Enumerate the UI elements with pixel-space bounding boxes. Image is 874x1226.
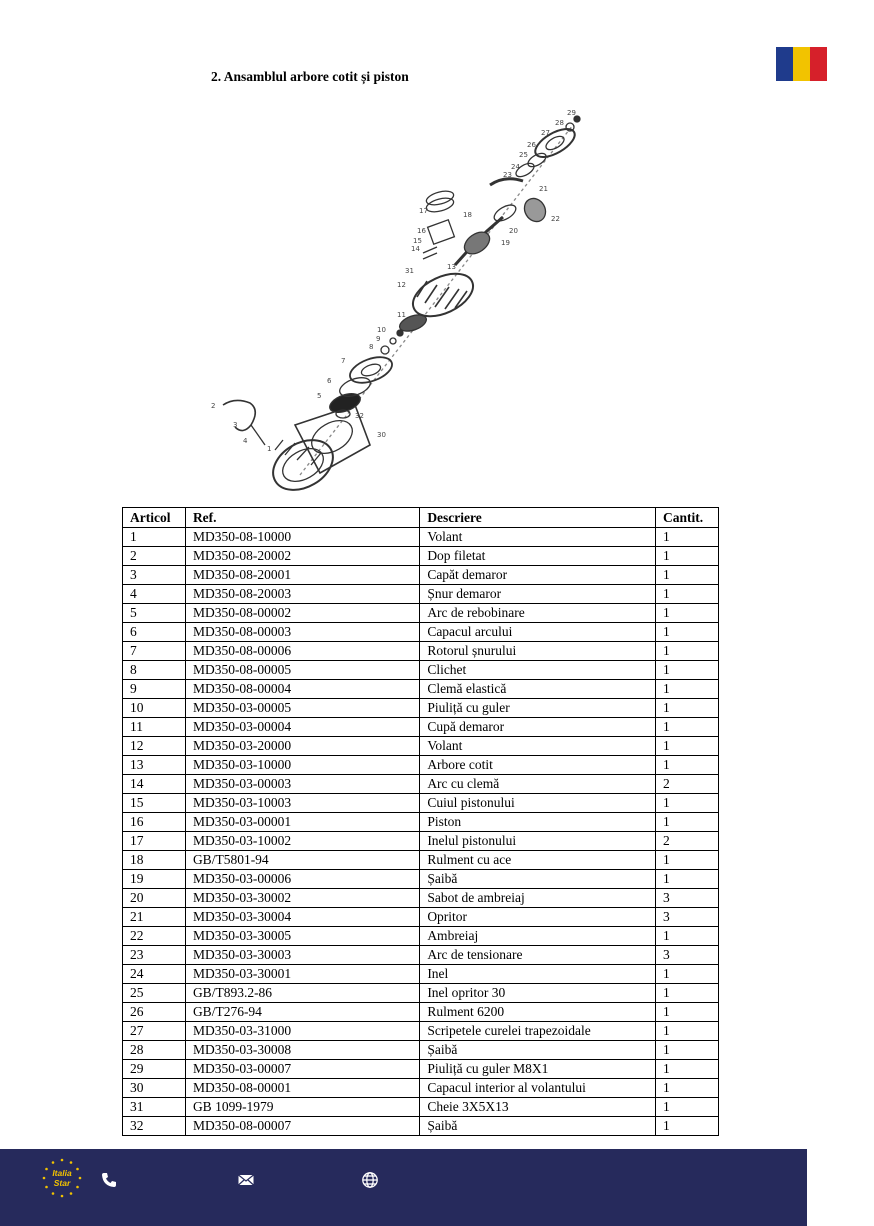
cell-article: 15 <box>123 794 186 813</box>
cell-description: Piuliță cu guler <box>420 699 656 718</box>
column-header-ref: Ref. <box>185 508 419 528</box>
cell-quantity: 1 <box>656 1041 719 1060</box>
cell-description: Arc de rebobinare <box>420 604 656 623</box>
cell-quantity: 3 <box>656 908 719 927</box>
table-row <box>123 528 719 547</box>
diagram-label: 4 <box>243 437 248 445</box>
cell-article: 26 <box>123 1003 186 1022</box>
cell-ref: MD350-08-00004 <box>185 680 419 699</box>
cell-description: Volant <box>420 737 656 756</box>
table-row <box>123 946 719 965</box>
table-row <box>123 547 719 566</box>
cell-article: 19 <box>123 870 186 889</box>
cell-ref: MD350-08-00007 <box>185 1117 419 1136</box>
cell-quantity: 1 <box>656 1079 719 1098</box>
cell-article: 25 <box>123 984 186 1003</box>
cell-description: Cuiul pistonului <box>420 794 656 813</box>
cell-quantity: 3 <box>656 889 719 908</box>
column-header-description: Descriere <box>420 508 656 528</box>
cell-description: Inelul pistonului <box>420 832 656 851</box>
cell-article: 6 <box>123 623 186 642</box>
cell-ref: MD350-03-00005 <box>185 699 419 718</box>
cell-article: 13 <box>123 756 186 775</box>
globe-icon <box>361 1171 379 1189</box>
table-header-row <box>123 508 719 528</box>
cell-description: Piston <box>420 813 656 832</box>
diagram-label: 27 <box>541 129 550 137</box>
cell-ref: MD350-03-20000 <box>185 737 419 756</box>
diagram-label: 22 <box>551 215 560 223</box>
cell-article: 18 <box>123 851 186 870</box>
cell-article: 2 <box>123 547 186 566</box>
cell-ref: MD350-03-30008 <box>185 1041 419 1060</box>
cell-article: 17 <box>123 832 186 851</box>
table-row <box>123 1060 719 1079</box>
table-row <box>123 718 719 737</box>
cell-description: Arbore cotit <box>420 756 656 775</box>
cell-quantity: 1 <box>656 1022 719 1041</box>
cell-description: Capacul arcului <box>420 623 656 642</box>
cell-quantity: 1 <box>656 1060 719 1079</box>
diagram-label: 26 <box>527 141 536 149</box>
mail-icon <box>237 1171 255 1189</box>
table-row <box>123 737 719 756</box>
diagram-label: 23 <box>503 171 512 179</box>
cell-description: Volant <box>420 528 656 547</box>
cell-article: 3 <box>123 566 186 585</box>
cell-quantity: 1 <box>656 794 719 813</box>
cell-article: 1 <box>123 528 186 547</box>
cell-description: Rulment cu ace <box>420 851 656 870</box>
table-row <box>123 889 719 908</box>
cell-article: 30 <box>123 1079 186 1098</box>
cell-ref: MD350-08-20001 <box>185 566 419 585</box>
cell-ref: MD350-03-30001 <box>185 965 419 984</box>
diagram-label: 32 <box>355 412 364 420</box>
table-row <box>123 832 719 851</box>
exploded-parts-diagram <box>205 105 600 500</box>
table-row <box>123 1117 719 1136</box>
diagram-label: 31 <box>405 267 414 275</box>
cell-article: 20 <box>123 889 186 908</box>
table-row <box>123 623 719 642</box>
table-row <box>123 851 719 870</box>
table-row <box>123 604 719 623</box>
column-header-quantity: Cantit. <box>656 508 719 528</box>
diagram-label: 20 <box>509 227 518 235</box>
cell-quantity: 1 <box>656 1098 719 1117</box>
cell-article: 4 <box>123 585 186 604</box>
cell-article: 27 <box>123 1022 186 1041</box>
cell-ref: MD350-03-10003 <box>185 794 419 813</box>
logo-text-star: Star <box>53 1178 71 1188</box>
cell-ref: GB/T5801-94 <box>185 851 419 870</box>
cell-ref: MD350-03-30005 <box>185 927 419 946</box>
cell-description: Capacul interior al volantului <box>420 1079 656 1098</box>
diagram-label: 30 <box>377 431 386 439</box>
cell-description: Capăt demaror <box>420 566 656 585</box>
phone-icon <box>100 1171 118 1189</box>
cell-article: 32 <box>123 1117 186 1136</box>
cell-article: 16 <box>123 813 186 832</box>
cell-description: Clemă elastică <box>420 680 656 699</box>
cell-description: Rotorul șnurului <box>420 642 656 661</box>
cell-ref: MD350-03-30004 <box>185 908 419 927</box>
parts-table <box>122 507 719 1136</box>
diagram-label: 11 <box>397 311 406 319</box>
cell-article: 21 <box>123 908 186 927</box>
cell-ref: MD350-03-10002 <box>185 832 419 851</box>
cell-article: 12 <box>123 737 186 756</box>
cell-article: 10 <box>123 699 186 718</box>
table-row <box>123 642 719 661</box>
cell-article: 22 <box>123 927 186 946</box>
cell-article: 23 <box>123 946 186 965</box>
cell-ref: GB/T893.2-86 <box>185 984 419 1003</box>
diagram-label: 28 <box>555 119 564 127</box>
table-row <box>123 813 719 832</box>
cell-quantity: 3 <box>656 946 719 965</box>
cell-quantity: 1 <box>656 642 719 661</box>
cell-quantity: 2 <box>656 775 719 794</box>
cell-ref: GB/T276-94 <box>185 1003 419 1022</box>
diagram-label: 24 <box>511 163 520 171</box>
cell-description: Dop filetat <box>420 547 656 566</box>
diagram-label: 7 <box>341 357 346 365</box>
footer-bar <box>0 1149 807 1226</box>
cell-description: Opritor <box>420 908 656 927</box>
cell-quantity: 2 <box>656 832 719 851</box>
cell-article: 11 <box>123 718 186 737</box>
diagram-label: 15 <box>413 237 422 245</box>
diagram-label: 21 <box>539 185 548 193</box>
table-row <box>123 965 719 984</box>
cell-ref: GB 1099-1979 <box>185 1098 419 1117</box>
cell-ref: MD350-08-20003 <box>185 585 419 604</box>
cell-ref: MD350-03-00006 <box>185 870 419 889</box>
table-row <box>123 1003 719 1022</box>
diagram-label: 14 <box>411 245 420 253</box>
diagram-label: 1 <box>267 445 272 453</box>
cell-ref: MD350-08-10000 <box>185 528 419 547</box>
cell-ref: MD350-08-00003 <box>185 623 419 642</box>
table-row <box>123 566 719 585</box>
table-row <box>123 1022 719 1041</box>
diagram-label: 3 <box>233 421 238 429</box>
table-row <box>123 756 719 775</box>
cell-description: Șaibă <box>420 1041 656 1060</box>
cell-article: 28 <box>123 1041 186 1060</box>
table-row <box>123 1098 719 1117</box>
cell-description: Piuliță cu guler M8X1 <box>420 1060 656 1079</box>
table-row <box>123 908 719 927</box>
diagram-label: 10 <box>377 326 386 334</box>
cell-ref: MD350-03-00003 <box>185 775 419 794</box>
cell-quantity: 1 <box>656 718 719 737</box>
cell-quantity: 1 <box>656 851 719 870</box>
cell-quantity: 1 <box>656 680 719 699</box>
flag-red-stripe <box>810 47 827 81</box>
cell-description: Cupă demaror <box>420 718 656 737</box>
diagram-label: 16 <box>417 227 426 235</box>
cell-ref: MD350-03-00001 <box>185 813 419 832</box>
cell-description: Ambreiaj <box>420 927 656 946</box>
cell-description: Șnur demaror <box>420 585 656 604</box>
diagram-label: 12 <box>397 281 406 289</box>
cell-ref: MD350-03-00004 <box>185 718 419 737</box>
cell-article: 29 <box>123 1060 186 1079</box>
cell-quantity: 1 <box>656 566 719 585</box>
diagram-label: 2 <box>211 402 216 410</box>
diagram-label: 29 <box>567 109 576 117</box>
diagram-label: 5 <box>317 392 322 400</box>
table-row <box>123 870 719 889</box>
cell-description: Arc cu clemă <box>420 775 656 794</box>
cell-description: Clichet <box>420 661 656 680</box>
cell-description: Șaibă <box>420 870 656 889</box>
diagram-label: 18 <box>463 211 472 219</box>
cell-description: Inel opritor 30 <box>420 984 656 1003</box>
table-row <box>123 984 719 1003</box>
cell-quantity: 1 <box>656 870 719 889</box>
cell-quantity: 1 <box>656 927 719 946</box>
diagram-label: 6 <box>327 377 332 385</box>
cell-ref: MD350-03-00007 <box>185 1060 419 1079</box>
romanian-flag <box>776 47 827 81</box>
cell-ref: MD350-08-00006 <box>185 642 419 661</box>
flag-blue-stripe <box>776 47 793 81</box>
cell-ref: MD350-08-00001 <box>185 1079 419 1098</box>
cell-description: Arc de tensionare <box>420 946 656 965</box>
cell-quantity: 1 <box>656 585 719 604</box>
table-row <box>123 794 719 813</box>
table-row <box>123 661 719 680</box>
cell-quantity: 1 <box>656 756 719 775</box>
cell-description: Șaibă <box>420 1117 656 1136</box>
cell-description: Scripetele curelei trapezoidale <box>420 1022 656 1041</box>
cell-article: 9 <box>123 680 186 699</box>
diagram-label: 25 <box>519 151 528 159</box>
diagram-label: 19 <box>501 239 510 247</box>
table-row <box>123 1079 719 1098</box>
diagram-label: 9 <box>376 335 381 343</box>
flag-yellow-stripe <box>793 47 810 81</box>
table-row <box>123 585 719 604</box>
italia-star-logo <box>41 1157 83 1199</box>
cell-ref: MD350-03-10000 <box>185 756 419 775</box>
logo-text-italia: Italia <box>52 1168 72 1178</box>
section-heading: 2. Ansamblul arbore cotit și piston <box>211 69 409 84</box>
cell-description: Cheie 3X5X13 <box>420 1098 656 1117</box>
cell-quantity: 1 <box>656 813 719 832</box>
cell-description: Sabot de ambreiaj <box>420 889 656 908</box>
cell-quantity: 1 <box>656 623 719 642</box>
cell-quantity: 1 <box>656 984 719 1003</box>
column-header-article: Articol <box>123 508 186 528</box>
table-row <box>123 1041 719 1060</box>
table-row <box>123 680 719 699</box>
cell-quantity: 1 <box>656 965 719 984</box>
diagram-label: 17 <box>419 207 428 215</box>
cell-description: Inel <box>420 965 656 984</box>
cell-quantity: 1 <box>656 1003 719 1022</box>
cell-quantity: 1 <box>656 604 719 623</box>
cell-quantity: 1 <box>656 737 719 756</box>
cell-ref: MD350-03-31000 <box>185 1022 419 1041</box>
cell-ref: MD350-08-00005 <box>185 661 419 680</box>
cell-quantity: 1 <box>656 528 719 547</box>
cell-article: 8 <box>123 661 186 680</box>
table-row <box>123 699 719 718</box>
cell-quantity: 1 <box>656 661 719 680</box>
cell-article: 14 <box>123 775 186 794</box>
cell-quantity: 1 <box>656 699 719 718</box>
diagram-label: 8 <box>369 343 374 351</box>
cell-ref: MD350-08-00002 <box>185 604 419 623</box>
cell-quantity: 1 <box>656 547 719 566</box>
cell-article: 5 <box>123 604 186 623</box>
cell-article: 7 <box>123 642 186 661</box>
table-row <box>123 927 719 946</box>
diagram-label: 13 <box>447 263 456 271</box>
cell-quantity: 1 <box>656 1117 719 1136</box>
cell-article: 31 <box>123 1098 186 1117</box>
cell-article: 24 <box>123 965 186 984</box>
cell-description: Rulment 6200 <box>420 1003 656 1022</box>
table-row <box>123 775 719 794</box>
cell-ref: MD350-03-30003 <box>185 946 419 965</box>
cell-ref: MD350-03-30002 <box>185 889 419 908</box>
cell-ref: MD350-08-20002 <box>185 547 419 566</box>
